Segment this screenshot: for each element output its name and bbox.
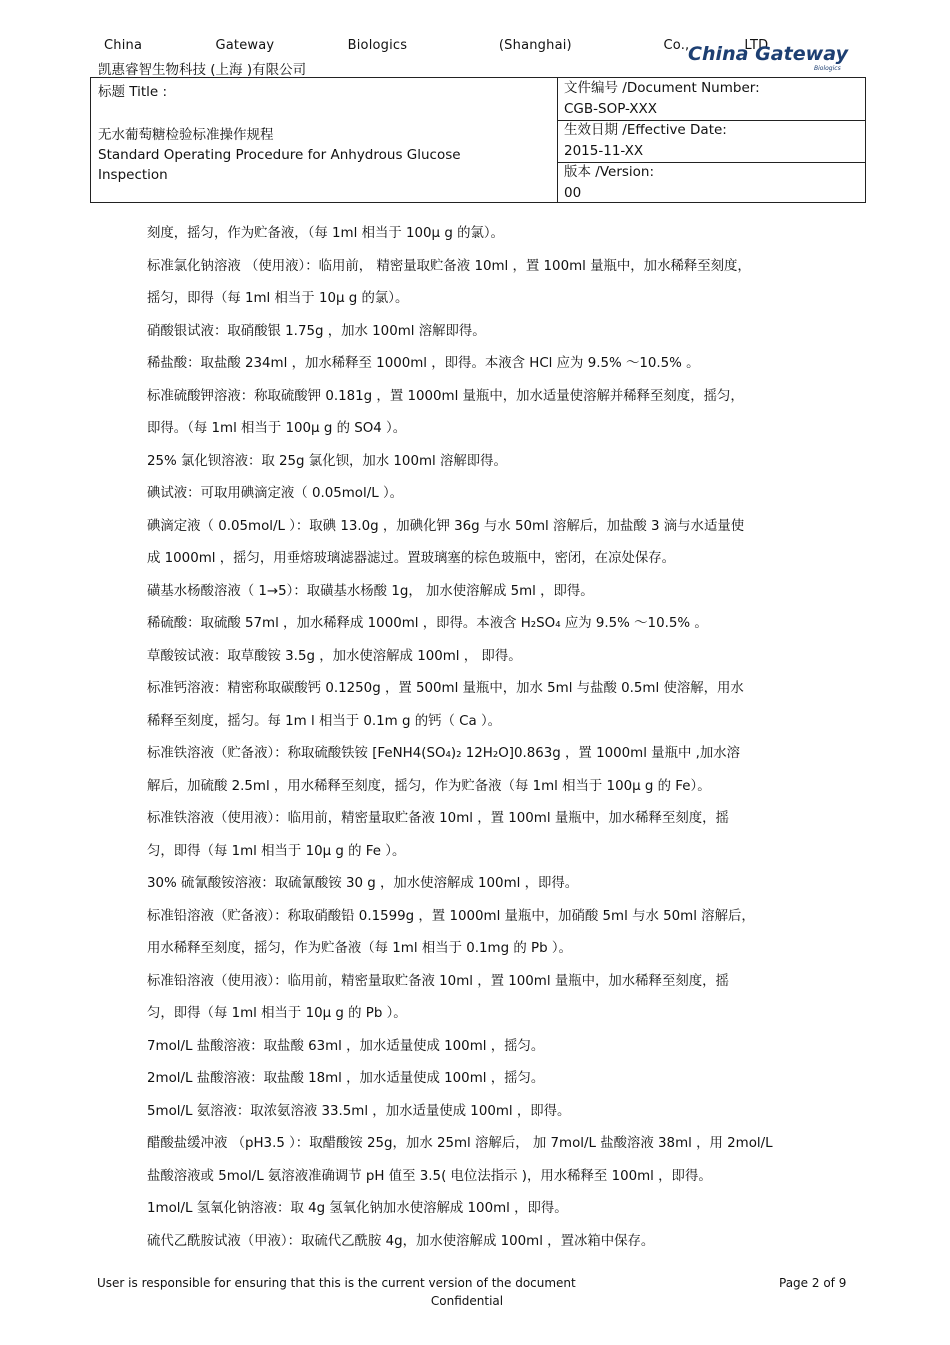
page-number: Page 2 of 9 (779, 1276, 847, 1290)
body-line: 标准钙溶液：精密称取碳酸钙 0.1250g ，置 500ml 量瓶中，加水 5ml 与盐酸 0.5ml 使溶解，用水 (147, 681, 744, 696)
title-label: 标题 Title : (98, 84, 168, 100)
company-name-cn: 凯惠睿智生物科技 (上海 )有限公司 (98, 62, 307, 78)
title-cn: 无水葡萄糖检验标准操作规程 (98, 127, 274, 143)
body-line: 匀，即得（每 1ml 相当于 10μ g 的 Fe ）。 (147, 843, 406, 859)
body-line: 即得。（每 1ml 相当于 100μ g 的 SO4 ）。 (147, 421, 407, 436)
body-line: 成 1000ml ，摇匀，用垂熔玻璃滤器滤过。置玻璃塞的棕色玻瓶中，密闭，在凉处保存。 (147, 551, 676, 566)
body-line: 硫代乙酰胺试液（甲液）：取硫代乙酰胺 4g，加水使溶解成 100ml ，置冰箱中保存。 (147, 1233, 655, 1249)
logo-text: China Gateway (688, 43, 850, 65)
body-line: 醋酸盐缓冲液 （pH3.5 ）：取醋酸铵 25g，加水 25ml 溶解后， 加 7mol/L 盐酸溶液 38ml ，用 2mol/L (147, 1136, 773, 1151)
body-line: 用水稀释至刻度，摇匀，作为贮备液（每 1ml 相当于 0.1mg 的 Pb ）。 (147, 941, 572, 956)
body-line: 25% 氯化钡溶液：取 25g 氯化钡，加水 100ml 溶解即得。 (147, 453, 507, 469)
company-name-en: China Gateway Biologics (Shanghai) Co., LTD (104, 38, 769, 53)
body-line: 标准铁溶液（使用液）：临用前，精密量取贮备液 10ml ，置 100ml 量瓶中，加水稀释至刻度，摇 (147, 811, 729, 826)
version-label: 版本 /Version: (564, 164, 655, 180)
title-block-table (90, 77, 866, 203)
doc-number-cell (561, 78, 864, 120)
body-line: 标准氯化钠溶液 （使用液）：临用前， 精密量取贮备液 10ml ，置 100ml 量瓶中，加水稀释至刻度， (147, 258, 751, 274)
body-line: 硝酸银试液：取硝酸银 1.75g ，加水 100ml 溶解即得。 (147, 323, 486, 339)
body-line: 匀，即得（每 1ml 相当于 10μ g 的 Pb ）。 (147, 1006, 407, 1021)
body-line: 稀硫酸：取硫酸 57ml ，加水稀释成 1000ml ，即得。本液含 H₂SO₄ 应为 9.5% ～10.5% 。 (147, 616, 708, 631)
body-line: 解后，加硫酸 2.5ml ，用水稀释至刻度，摇匀，作为贮备液（每 1ml 相当于 100μ g 的 Fe）。 (147, 778, 711, 794)
body-line: 5mol/L 氨溶液：取浓氨溶液 33.5ml ，加水适量使成 100ml ，即得。 (147, 1103, 571, 1119)
doc-number-value: CGB-SOP-XXX (564, 101, 658, 117)
body-line: 碘滴定液（ 0.05mol/L ）：取碘 13.0g ，加碘化钾 36g 与水 50ml 溶解后，加盐酸 3 滴与水适量使 (147, 518, 745, 534)
body-line: 稀释至刻度，摇匀。每 1m l 相当于 0.1m g 的钙（ Ca ）。 (147, 713, 502, 729)
body-line: 盐酸溶液或 5mol/L 氨溶液准确调节 pH 值至 3.5( 电位法指示 )，用水稀释至 100ml ，即得。 (147, 1168, 712, 1184)
document-body (147, 218, 859, 1258)
body-line: 碘试液：可取用碘滴定液（ 0.05mol/L ）。 (147, 486, 404, 501)
body-line: 标准硫酸钾溶液：称取硫酸钾 0.181g ，置 1000ml 量瓶中，加水适量使溶解并稀释至刻度，摇匀， (147, 388, 744, 404)
company-logo (686, 40, 852, 72)
body-line: 刻度，摇匀，作为贮备液，（每 1ml 相当于 100μ g 的氯）。 (147, 226, 504, 241)
title-cell (98, 82, 553, 185)
title-en-line1: Standard Operating Procedure for Anhydrous Glucose (98, 147, 461, 163)
body-line: 摇匀，即得（每 1ml 相当于 10μ g 的氯）。 (147, 291, 409, 306)
effective-date-label: 生效日期 /Effective Date: (564, 122, 727, 138)
doc-number-label: 文件编号 /Document Number: (564, 80, 760, 96)
title-en-line2: Inspection (98, 167, 168, 183)
effective-date-cell (561, 120, 864, 162)
body-line: 1mol/L 氢氧化钠溶液：取 4g 氢氧化钠加水使溶解成 100ml ，即得。 (147, 1201, 568, 1216)
body-line: 标准铅溶液（贮备液）：称取硝酸铅 0.1599g ，置 1000ml 量瓶中，加硝酸 5ml 与水 50ml 溶解后， (147, 908, 755, 924)
footer-disclaimer: User is responsible for ensuring that this is the current version of the document (97, 1276, 576, 1290)
body-line: 30% 硫氰酸铵溶液：取硫氰酸铵 30 g ，加水使溶解成 100ml ，即得。 (147, 876, 579, 891)
version-cell (561, 162, 864, 204)
version-value: 00 (564, 185, 582, 201)
body-line: 标准铅溶液（使用液）：临用前，精密量取贮备液 10ml ，置 100ml 量瓶中，加水稀释至刻度，摇 (147, 973, 729, 989)
body-line: 标准铁溶液（贮备液）：称取硫酸铁铵 [FeNH4(SO₄)₂ 12H₂O]0.863g ，置 1000ml 量瓶中 ,加水溶 (147, 746, 741, 761)
body-line: 磺基水杨酸溶液（ 1→5）：取磺基水杨酸 1g， 加水使溶解成 5ml ，即得。 (147, 583, 594, 599)
effective-date-value: 2015-11-XX (564, 143, 644, 159)
confidential-label: Confidential (430, 1294, 504, 1308)
body-line: 7mol/L 盐酸溶液：取盐酸 63ml ，加水适量使成 100ml ，摇匀。 (147, 1038, 545, 1054)
body-line: 草酸铵试液：取草酸铵 3.5g ，加水使溶解成 100ml ， 即得。 (147, 648, 522, 664)
body-line: 稀盐酸：取盐酸 234ml ，加水稀释至 1000ml ，即得。本液含 HCl 应为 9.5% ～10.5% 。 (147, 356, 700, 371)
body-line: 2mol/L 盐酸溶液：取盐酸 18ml ，加水适量使成 100ml ，摇匀。 (147, 1071, 545, 1086)
logo-subtext: Biologics (814, 65, 841, 72)
